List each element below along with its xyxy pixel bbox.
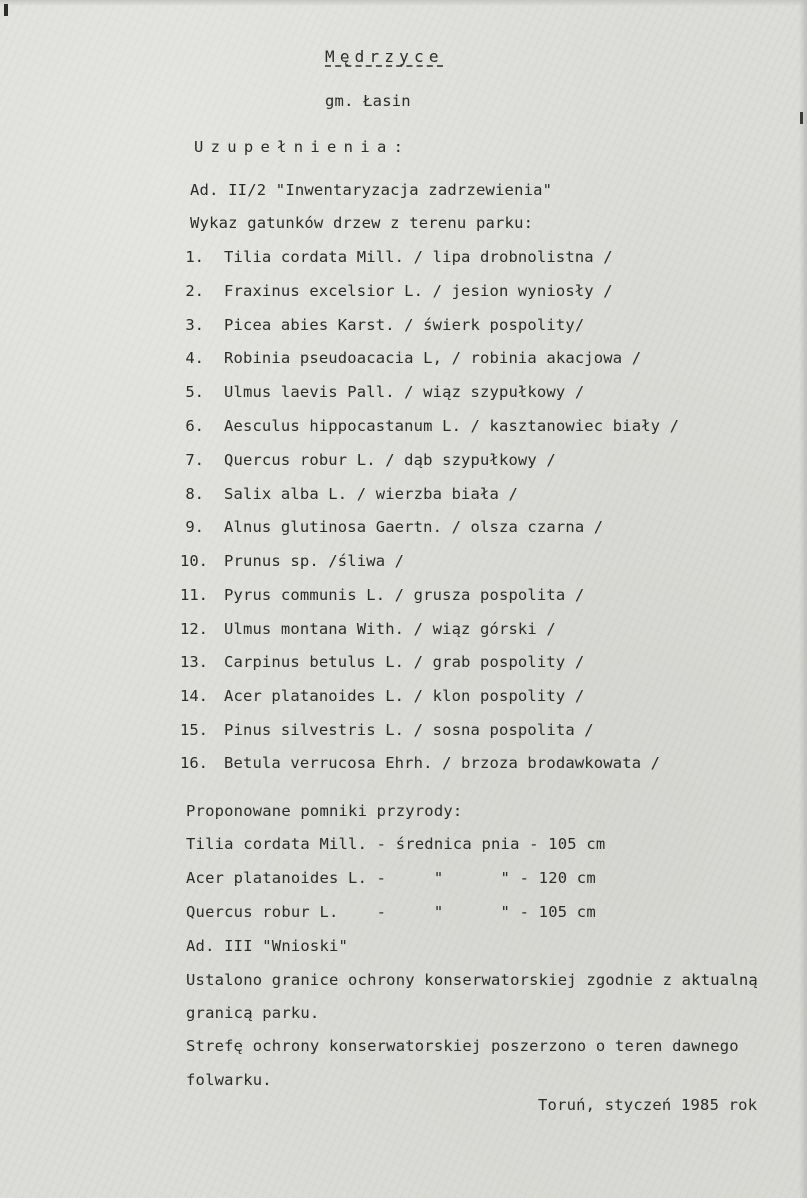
ad-iii-heading: Ad. III "Wnioski" [186, 937, 349, 955]
list-item-number: 13. [180, 653, 208, 671]
conclusion-paragraph-2-line-1: Strefę ochrony konserwatorskiej poszerzono o teren dawnego [186, 1037, 739, 1055]
list-item-number: 2. [185, 282, 204, 300]
list-item-number: 8. [185, 485, 204, 503]
conclusion-paragraph-2-line-2: folwarku. [186, 1071, 272, 1089]
monument-row: Tilia cordata Mill. - średnica pnia - 105 cm [186, 835, 606, 853]
scan-corner-mark [4, 4, 8, 16]
list-item-number: 12. [180, 620, 208, 638]
list-item-text: Picea abies Karst. / świerk pospolity/ [224, 316, 585, 334]
list-item-number: 15. [180, 721, 208, 739]
list-item-text: Fraxinus excelsior L. / jesion wyniosły / [224, 282, 613, 300]
monument-row: Quercus robur L. - " " - 105 cm [186, 903, 596, 921]
conclusion-paragraph-1-line-1: Ustalono granice ochrony konserwatorskiej zgodnie z aktualną [186, 971, 758, 989]
monuments-heading: Proponowane pomniki przyrody: [186, 802, 463, 820]
list-item-text: Aesculus hippocastanum L. / kasztanowiec biały / [224, 417, 680, 435]
list-item-number: 5. [185, 383, 204, 401]
list-item-number: 4. [185, 349, 204, 367]
document-title: Mędrzyce [325, 47, 444, 66]
list-item-text: Pyrus communis L. / grusza pospolita / [224, 586, 585, 604]
list-item-text: Ulmus laevis Pall. / wiąz szypułkowy / [224, 383, 585, 401]
ad-ii-heading: Ad. II/2 "Inwentaryzacja zadrzewienia" [190, 181, 553, 199]
list-item-number: 9. [185, 518, 204, 536]
document-subtitle: gm. Łasin [325, 92, 411, 110]
list-item-text: Betula verrucosa Ehrh. / brzoza brodawkowata / [224, 754, 661, 772]
list-item-number: 10. [180, 552, 208, 570]
list-item-number: 11. [180, 586, 208, 604]
place-and-date: Toruń, styczeń 1985 rok [538, 1096, 758, 1114]
page-right-edge-shadow [799, 0, 807, 1198]
list-item-text: Ulmus montana With. / wiąz górski / [224, 620, 556, 638]
list-item-text: Pinus silvestris L. / sosna pospolita / [224, 721, 594, 739]
list-item-number: 6. [185, 417, 204, 435]
list-item-text: Quercus robur L. / dąb szypułkowy / [224, 451, 556, 469]
list-item-number: 16. [180, 754, 208, 772]
conclusion-paragraph-1-line-2: granicą parku. [186, 1004, 320, 1022]
list-item-number: 14. [180, 687, 208, 705]
monument-row: Acer platanoides L. - " " - 120 cm [186, 869, 596, 887]
species-list-intro: Wykaz gatunków drzew z terenu parku: [190, 214, 534, 232]
list-item-text: Prunus sp. /śliwa / [224, 552, 405, 570]
list-item-text: Robinia pseudoacacia L, / robinia akacjowa / [224, 349, 642, 367]
list-item-number: 7. [185, 451, 204, 469]
page-top-edge-shadow [0, 0, 807, 6]
list-item-text: Alnus glutinosa Gaertn. / olsza czarna / [224, 518, 604, 536]
list-item-text: Carpinus betulus L. / grab pospolity / [224, 653, 585, 671]
list-item-text: Salix alba L. / wierzba biała / [224, 485, 518, 503]
list-item-number: 1. [185, 248, 204, 266]
list-item-number: 3. [185, 316, 204, 334]
supplements-heading: Uzupełnienia: [194, 138, 411, 156]
list-item-text: Tilia cordata Mill. / lipa drobnolistna / [224, 248, 613, 266]
scan-edge-mark [800, 112, 803, 124]
list-item-text: Acer platanoides L. / klon pospolity / [224, 687, 585, 705]
